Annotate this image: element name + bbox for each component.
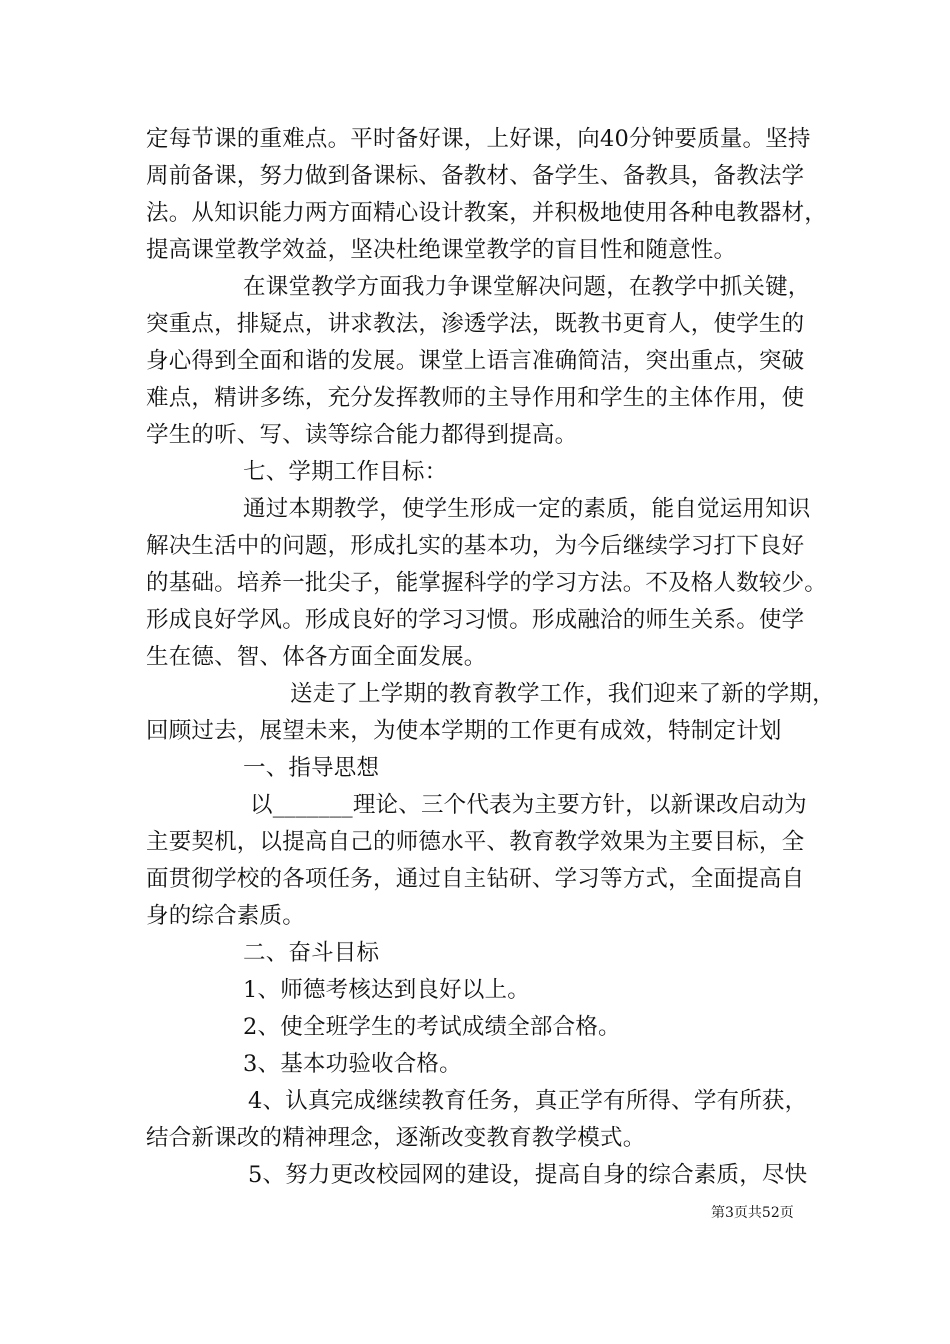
text-line: 解决生活中的问题，形成扎实的基本功，为今后继续学习打下良好 [146, 533, 805, 559]
text-line: 在课堂教学方面我力争课堂解决问题，在教学中抓关键， [243, 274, 811, 300]
text-line: 结合新课改的精神理念，逐渐改变教育教学模式。 [146, 1125, 646, 1151]
text-line: 定每节课的重难点。平时备好课，上好课，向40分钟要质量。坚持 [146, 126, 811, 152]
text-line: 提高课堂教学效益，坚决杜绝课堂教学的盲目性和随意性。 [146, 237, 737, 263]
list-item: 2、使全班学生的考试成绩全部合格。 [243, 1014, 621, 1040]
text-line: 的基础。培养一批尖子，能掌握科学的学习方法。不及格人数较少。 [146, 570, 828, 596]
text-line: 以_______理论、三个代表为主要方针，以新课改启动为 [250, 792, 807, 818]
section-heading: 七、学期工作目标： [243, 459, 448, 485]
text-line: 生在德、智、体各方面全面发展。 [146, 644, 487, 670]
text-line: 突重点，排疑点，讲求教法，渗透学法，既教书更育人，使学生的 [146, 311, 805, 337]
list-item: 4、认真完成继续教育任务，真正学有所得、学有所获， [248, 1088, 808, 1114]
text-line: 身的综合素质。 [146, 903, 305, 929]
text-line: 通过本期教学，使学生形成一定的素质，能自觉运用知识 [243, 496, 811, 522]
list-item: 3、基本功验收合格。 [243, 1051, 462, 1077]
text-line: 主要契机，以提高自己的师德水平、教育教学效果为主要目标，全 [146, 829, 805, 855]
text-line: 法。从知识能力两方面精心设计教案，并积极地使用各种电教器材， [146, 200, 828, 226]
section-heading: 二、奋斗目标 [243, 940, 380, 966]
list-item: 5、努力更改校园网的建设，提高自身的综合素质，尽快 [248, 1162, 808, 1188]
text-line: 回顾过去，展望未来，为使本学期的工作更有成效，特制定计划 [146, 718, 782, 744]
text-line: 送走了上学期的教育教学工作，我们迎来了新的学期， [290, 681, 835, 707]
page-number-footer: 第3页共52页 [711, 1205, 794, 1221]
section-heading: 一、指导思想 [243, 755, 380, 781]
text-line: 学生的听、写、读等综合能力都得到提高。 [146, 422, 578, 448]
text-line: 形成良好学风。形成良好的学习习惯。形成融洽的师生关系。使学 [146, 607, 805, 633]
text-line: 面贯彻学校的各项任务，通过自主钻研、学习等方式，全面提高自 [146, 866, 805, 892]
text-line: 身心得到全面和谐的发展。课堂上语言准确简洁，突出重点，突破 [146, 348, 805, 374]
text-line: 难点，精讲多练，充分发挥教师的主导作用和学生的主体作用，使 [146, 385, 805, 411]
text-line: 周前备课，努力做到备课标、备教材、备学生、备教具，备教法学 [146, 163, 805, 189]
list-item: 1、师德考核达到良好以上。 [243, 977, 530, 1003]
